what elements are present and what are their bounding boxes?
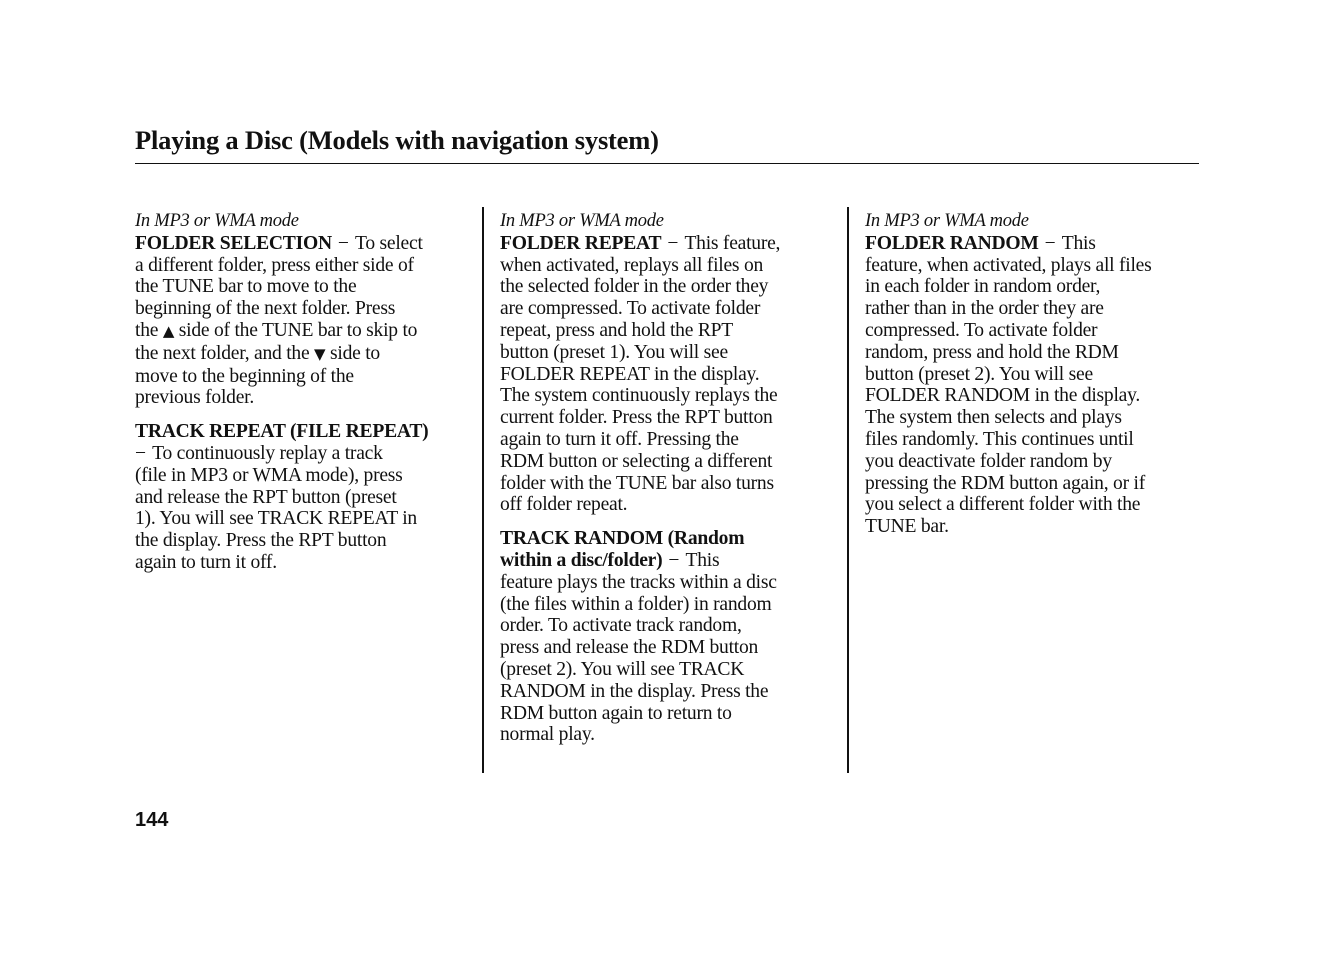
text-fragment: side to: [330, 342, 380, 364]
text-line: FOLDER RANDOM in the display.: [865, 385, 1141, 407]
text-fragment: To select: [355, 232, 423, 254]
column-3: [865, 211, 1205, 538]
term-track-repeat: TRACK REPEAT (FILE REPEAT): [135, 421, 429, 443]
text-line: [500, 550, 840, 572]
section-folder-repeat: [500, 233, 840, 516]
text-line: the TUNE bar to move to the: [135, 276, 357, 298]
down-arrow-icon: ▼: [314, 344, 326, 363]
text-line: when activated, replays all files on: [500, 254, 764, 276]
text-line: previous folder.: [135, 387, 254, 409]
column-2: [500, 211, 840, 746]
text-line: RDM button again to return to: [500, 702, 732, 724]
text-line: again to turn it off. Pressing the: [500, 428, 739, 450]
mode-label: In MP3 or WMA mode: [135, 211, 299, 231]
page-title: Playing a Disc (Models with navigation system): [135, 125, 659, 155]
section-folder-selection: [135, 233, 475, 409]
paragraph-gap: [500, 516, 840, 528]
text-line: again to turn it off.: [135, 551, 277, 573]
text-fragment: To continuously replay a track: [152, 442, 383, 464]
section-track-random: [500, 528, 840, 746]
text-line: feature plays the tracks within a disc: [500, 571, 777, 593]
text-line: (file in MP3 or WMA mode), press: [135, 464, 403, 486]
text-line: button (preset 2). You will see: [865, 363, 1093, 385]
section-track-repeat: [135, 421, 475, 574]
text-line: TUNE bar.: [865, 516, 949, 538]
term-track-random-cont: within a disc/folder): [500, 549, 663, 571]
dash: −: [337, 232, 349, 254]
page-number: 144: [135, 809, 169, 831]
text-line: rather than in the order they are: [865, 298, 1104, 320]
text-line: (the files within a folder) in random: [500, 593, 772, 615]
column-divider: [482, 207, 484, 773]
term-folder-repeat: FOLDER REPEAT: [500, 232, 662, 254]
column-1: [135, 211, 475, 574]
text-line: FOLDER REPEAT in the display.: [500, 363, 760, 385]
text-line: and release the RPT button (preset: [135, 486, 397, 508]
text-line: normal play.: [500, 724, 595, 746]
text-line: repeat, press and hold the RPT: [500, 319, 734, 341]
text-fragment: This feature,: [684, 232, 781, 254]
text-line: are compressed. To activate folder: [500, 298, 761, 320]
text-line: [135, 443, 475, 465]
text-line: random, press and hold the RDM: [865, 341, 1119, 363]
mode-label: In MP3 or WMA mode: [500, 211, 664, 231]
title-rule: [135, 163, 1199, 164]
text-line: order. To activate track random,: [500, 615, 742, 637]
text-line: press and release the RDM button: [500, 637, 759, 659]
dash: −: [1044, 232, 1056, 254]
text-line: off folder repeat.: [500, 494, 628, 516]
text-line: RDM button or selecting a different: [500, 450, 773, 472]
up-arrow-icon: ▲: [162, 321, 175, 340]
text-line: current folder. Press the RPT button: [500, 407, 773, 429]
text-line: (preset 2). You will see TRACK: [500, 658, 745, 680]
text-line: files randomly. This continues until: [865, 428, 1134, 450]
text-line: pressing the RDM button again, or if: [865, 472, 1145, 494]
text-line: button (preset 1). You will see: [500, 341, 728, 363]
text-line: The system continuously replays the: [500, 385, 778, 407]
column-divider: [847, 207, 849, 773]
term-folder-random: FOLDER RANDOM: [865, 232, 1039, 254]
text-line: the display. Press the RPT button: [135, 530, 387, 552]
text-line: you select a different folder with the: [865, 494, 1141, 516]
text-fragment: the: [135, 319, 159, 341]
text-line: beginning of the next folder. Press: [135, 298, 396, 320]
text-line: feature, when activated, plays all files: [865, 254, 1152, 276]
text-line: [500, 233, 840, 255]
text-fragment: This: [685, 549, 720, 571]
paragraph-gap: [135, 409, 475, 421]
section-folder-random: [865, 233, 1205, 538]
mode-label: In MP3 or WMA mode: [865, 211, 1029, 231]
text-fragment: This: [1061, 232, 1096, 254]
dash: −: [667, 232, 679, 254]
text-line: move to the beginning of the: [135, 365, 354, 387]
text-line: a different folder, press either side of: [135, 254, 414, 276]
text-line: 1). You will see TRACK REPEAT in: [135, 508, 417, 530]
term-track-random: TRACK RANDOM (Random: [500, 528, 745, 550]
dash: −: [135, 442, 146, 464]
text-fragment: side of the TUNE bar to skip to: [178, 319, 418, 341]
text-line: [135, 343, 475, 366]
text-line: you deactivate folder random by: [865, 450, 1112, 472]
dash: −: [668, 549, 680, 571]
text-line: RANDOM in the display. Press the: [500, 680, 769, 702]
text-line: the selected folder in the order they: [500, 276, 769, 298]
text-line: [865, 233, 1205, 255]
text-line: [135, 233, 475, 255]
text-line: compressed. To activate folder: [865, 319, 1098, 341]
text-line: [135, 320, 475, 343]
text-line: folder with the TUNE bar also turns: [500, 472, 774, 494]
text-line: The system then selects and plays: [865, 407, 1122, 429]
term-folder-selection: FOLDER SELECTION: [135, 232, 332, 254]
text-fragment: the next folder, and the: [135, 342, 310, 364]
text-line: in each folder in random order,: [865, 276, 1101, 298]
